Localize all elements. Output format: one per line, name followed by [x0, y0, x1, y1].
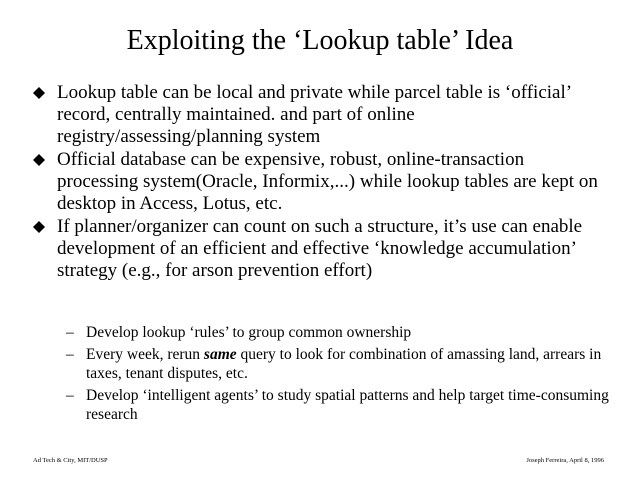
bullet-text: If planner/organizer can count on such a structure, it’s use can enable development of an efficient and effective ‘knowledge accumulation’ strategy (e.g., for arson prevention effort)	[57, 216, 583, 281]
sub-bullet-text-before: Every week, rerun	[86, 346, 204, 363]
footer-course: Ad Tech & City, MIT/DUSP	[33, 457, 108, 464]
sub-bullet-text-after: query to look for combination of amassing land, arrears in taxes, tenant disputes, etc.	[86, 346, 602, 382]
bullet-item	[0, 149, 640, 215]
sub-bullet-text: Develop lookup ‘rules’ to group common ownership	[86, 324, 412, 341]
sub-bullet-item	[0, 386, 640, 424]
bullet-list	[0, 82, 640, 283]
dash-marker: –	[66, 324, 74, 341]
sub-bullet-list	[0, 323, 640, 427]
diamond-bullet-icon	[33, 221, 45, 233]
bullet-item	[0, 82, 640, 148]
diamond-bullet-icon	[33, 87, 45, 99]
diamond-bullet-icon	[33, 154, 45, 166]
bullet-text: Lookup table can be local and private while parcel table is ‘official’ record, centrally maintained. and part of online registry/assessing/planning system	[57, 82, 571, 147]
footer-author-date: Joseph Ferreira, April 8, 1996	[526, 457, 604, 464]
emphasized-word: same	[203, 346, 237, 363]
sub-bullet-item	[0, 323, 640, 342]
bullet-text: Official database can be expensive, robust, online-transaction processing system(Oracle, Informix,...) while lookup tables are kept on desktop in Access, Lotus, etc.	[57, 149, 598, 214]
sub-bullet-text: Develop ‘intelligent agents’ to study spatial patterns and help target time-consuming research	[86, 387, 609, 423]
dash-marker: –	[66, 387, 74, 404]
bullet-item	[0, 216, 640, 282]
slide-title: Exploiting the ‘Lookup table’ Idea	[126, 25, 514, 56]
sub-bullet-item	[0, 345, 640, 383]
dash-marker: –	[66, 346, 74, 363]
